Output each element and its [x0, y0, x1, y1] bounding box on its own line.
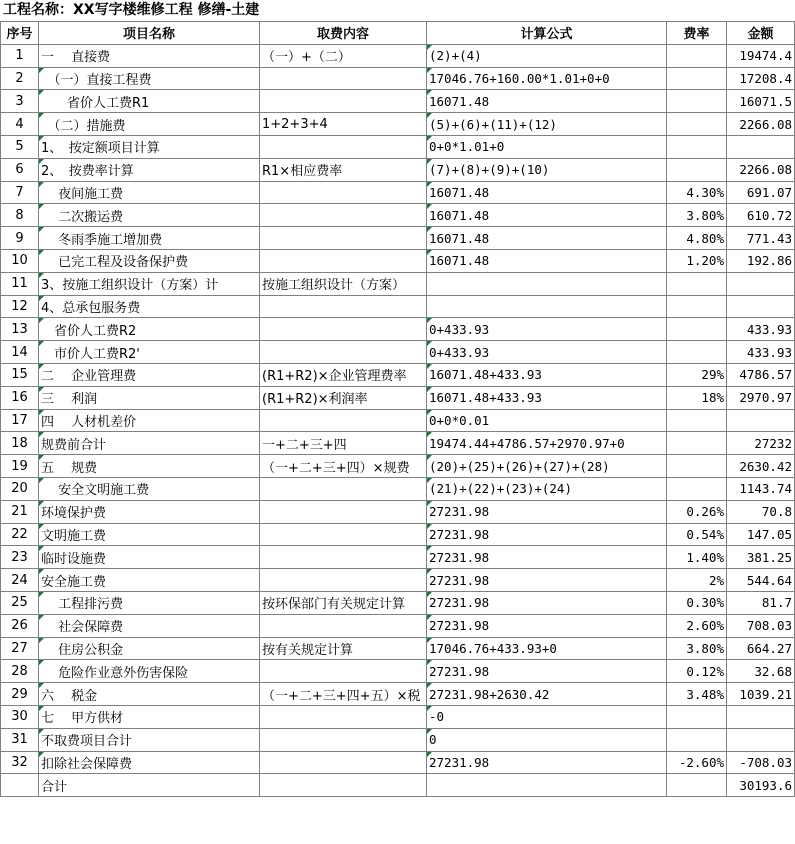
cell-seq[interactable]: 8: [1, 204, 39, 227]
table-row: [1, 113, 795, 136]
cell-content[interactable]: 一+二+三+四: [260, 432, 427, 455]
cell-name[interactable]: 省价人工费R2: [39, 318, 260, 341]
table-row: [1, 728, 795, 751]
cell-formula[interactable]: 16071.48: [427, 227, 667, 250]
cell-content[interactable]: (R1+R2)×利润率: [260, 386, 427, 409]
cell-formula[interactable]: 27231.98: [427, 569, 667, 592]
cell-name[interactable]: 扣除社会保障费: [39, 751, 260, 774]
cell-formula[interactable]: 27231.98: [427, 523, 667, 546]
cell-formula[interactable]: 16071.48+433.93: [427, 363, 667, 386]
cell-amount[interactable]: 691.07: [727, 181, 795, 204]
fee-table: [0, 21, 795, 797]
cell-rate[interactable]: [667, 135, 727, 158]
cell-amount[interactable]: 30193.6: [727, 774, 795, 797]
cell-rate[interactable]: 3.80%: [667, 204, 727, 227]
cell-rate[interactable]: [667, 113, 727, 136]
cell-content[interactable]: [260, 523, 427, 546]
cell-amount[interactable]: 16071.5: [727, 90, 795, 113]
cell-content[interactable]: [260, 546, 427, 569]
cell-content[interactable]: [260, 341, 427, 364]
cell-seq[interactable]: 23: [1, 546, 39, 569]
cell-formula[interactable]: 27231.98: [427, 546, 667, 569]
cell-amount[interactable]: 192.86: [727, 249, 795, 272]
cell-name[interactable]: 社会保障费: [39, 614, 260, 637]
cell-content[interactable]: [260, 90, 427, 113]
cell-name[interactable]: 六 税金: [39, 683, 260, 706]
cell-content[interactable]: [260, 67, 427, 90]
cell-name[interactable]: 住房公积金: [39, 637, 260, 660]
cell-rate[interactable]: 2%: [667, 569, 727, 592]
cell-seq[interactable]: 29: [1, 683, 39, 706]
cell-rate[interactable]: 1.20%: [667, 249, 727, 272]
cell-amount[interactable]: 32.68: [727, 660, 795, 683]
cell-rate[interactable]: 0.30%: [667, 591, 727, 614]
cell-name[interactable]: 市价人工费R2': [39, 341, 260, 364]
cell-name[interactable]: 冬雨季施工增加费: [39, 227, 260, 250]
cell-name[interactable]: 4、总承包服务费: [39, 295, 260, 318]
cell-formula[interactable]: 0: [427, 728, 667, 751]
cell-rate[interactable]: 3.48%: [667, 683, 727, 706]
cell-rate[interactable]: [667, 341, 727, 364]
cell-amount[interactable]: 2266.08: [727, 113, 795, 136]
cell-name[interactable]: 规费前合计: [39, 432, 260, 455]
cell-rate[interactable]: 0.26%: [667, 500, 727, 523]
table-row: [1, 363, 795, 386]
table-row: [1, 614, 795, 637]
cell-seq[interactable]: 19: [1, 455, 39, 478]
cell-seq[interactable]: 28: [1, 660, 39, 683]
cell-formula[interactable]: 16071.48: [427, 90, 667, 113]
cell-amount[interactable]: [727, 272, 795, 295]
cell-rate[interactable]: [667, 90, 727, 113]
cell-rate[interactable]: 0.12%: [667, 660, 727, 683]
table-row: [1, 432, 795, 455]
cell-name[interactable]: 安全文明施工费: [39, 477, 260, 500]
cell-name[interactable]: 3、按施工组织设计（方案）计: [39, 272, 260, 295]
header-content[interactable]: 取费内容: [260, 22, 427, 45]
cell-seq[interactable]: 1: [1, 44, 39, 67]
table-row: [1, 67, 795, 90]
cell-rate[interactable]: [667, 455, 727, 478]
cell-name[interactable]: 不取费项目合计: [39, 728, 260, 751]
cell-seq[interactable]: 15: [1, 363, 39, 386]
header-formula[interactable]: 计算公式: [427, 22, 667, 45]
cell-content[interactable]: [260, 569, 427, 592]
cell-amount[interactable]: 1143.74: [727, 477, 795, 500]
header-row: [1, 22, 795, 45]
cell-rate[interactable]: [667, 432, 727, 455]
cell-content[interactable]: [260, 477, 427, 500]
header-name[interactable]: 项目名称: [39, 22, 260, 45]
cell-amount[interactable]: [727, 705, 795, 728]
cell-amount[interactable]: [727, 295, 795, 318]
cell-formula[interactable]: (2)+(4): [427, 44, 667, 67]
cell-content[interactable]: 1+2+3+4: [260, 113, 427, 136]
table-row: [1, 204, 795, 227]
cell-seq[interactable]: 12: [1, 295, 39, 318]
cell-content[interactable]: [260, 660, 427, 683]
cell-amount[interactable]: 708.03: [727, 614, 795, 637]
cell-formula[interactable]: 0+0*1.01+0: [427, 135, 667, 158]
cell-seq[interactable]: 26: [1, 614, 39, 637]
table-row: [1, 455, 795, 478]
cell-seq[interactable]: 22: [1, 523, 39, 546]
cell-amount[interactable]: 381.25: [727, 546, 795, 569]
cell-amount[interactable]: [727, 409, 795, 432]
cell-rate[interactable]: 29%: [667, 363, 727, 386]
cell-seq[interactable]: 7: [1, 181, 39, 204]
cell-formula[interactable]: [427, 774, 667, 797]
cell-rate[interactable]: [667, 409, 727, 432]
table-row: [1, 705, 795, 728]
cell-seq[interactable]: [1, 774, 39, 797]
cell-amount[interactable]: [727, 728, 795, 751]
cell-content[interactable]: [260, 227, 427, 250]
cell-formula[interactable]: 16071.48: [427, 249, 667, 272]
cell-rate[interactable]: [667, 318, 727, 341]
cell-amount[interactable]: 2970.97: [727, 386, 795, 409]
table-row: [1, 227, 795, 250]
cell-rate[interactable]: -2.60%: [667, 751, 727, 774]
cell-content[interactable]: [260, 409, 427, 432]
cell-name[interactable]: 文明施工费: [39, 523, 260, 546]
cell-name[interactable]: 三 利润: [39, 386, 260, 409]
table-row: [1, 44, 795, 67]
cell-name[interactable]: （一）直接工程费: [39, 67, 260, 90]
cell-name[interactable]: 七 甲方供材: [39, 705, 260, 728]
cell-seq[interactable]: 17: [1, 409, 39, 432]
cell-seq[interactable]: 16: [1, 386, 39, 409]
cell-formula[interactable]: [427, 272, 667, 295]
cell-content[interactable]: [260, 135, 427, 158]
cell-seq[interactable]: 32: [1, 751, 39, 774]
cell-amount[interactable]: 4786.57: [727, 363, 795, 386]
cell-content[interactable]: [260, 204, 427, 227]
cell-content[interactable]: [260, 774, 427, 797]
cell-amount[interactable]: 70.8: [727, 500, 795, 523]
cell-formula[interactable]: (21)+(22)+(23)+(24): [427, 477, 667, 500]
table-row: [1, 546, 795, 569]
cell-name[interactable]: 危险作业意外伤害保险: [39, 660, 260, 683]
cell-seq[interactable]: 11: [1, 272, 39, 295]
cell-amount[interactable]: 433.93: [727, 341, 795, 364]
cell-amount[interactable]: -708.03: [727, 751, 795, 774]
cell-content[interactable]: [260, 705, 427, 728]
cell-formula[interactable]: 0+433.93: [427, 341, 667, 364]
cell-formula[interactable]: 0+433.93: [427, 318, 667, 341]
cell-formula[interactable]: 27231.98: [427, 500, 667, 523]
table-row: [1, 409, 795, 432]
header-rate[interactable]: 费率: [667, 22, 727, 45]
cell-name[interactable]: 工程排污费: [39, 591, 260, 614]
cell-rate[interactable]: 0.54%: [667, 523, 727, 546]
cell-formula[interactable]: 19474.44+4786.57+2970.97+0: [427, 432, 667, 455]
project-title: 工程名称：XX写字楼维修工程 修缮-土建: [3, 2, 260, 18]
cell-amount[interactable]: 81.7: [727, 591, 795, 614]
cell-formula[interactable]: 16071.48: [427, 181, 667, 204]
cell-formula[interactable]: [427, 295, 667, 318]
cell-content[interactable]: [260, 500, 427, 523]
cell-name[interactable]: 夜间施工费: [39, 181, 260, 204]
table-row: [1, 272, 795, 295]
table-row: [1, 295, 795, 318]
cell-seq[interactable]: 30: [1, 705, 39, 728]
cell-seq[interactable]: 18: [1, 432, 39, 455]
cell-name[interactable]: （二）措施费: [39, 113, 260, 136]
cell-amount[interactable]: 2266.08: [727, 158, 795, 181]
cell-formula[interactable]: (5)+(6)+(11)+(12): [427, 113, 667, 136]
table-row: [1, 341, 795, 364]
cell-content[interactable]: (R1+R2)×企业管理费率: [260, 363, 427, 386]
cell-rate[interactable]: [667, 44, 727, 67]
cell-formula[interactable]: 16071.48+433.93: [427, 386, 667, 409]
cell-content[interactable]: 按环保部门有关规定计算: [260, 591, 427, 614]
cell-seq[interactable]: 3: [1, 90, 39, 113]
cell-content[interactable]: （一+二+三+四）×规费: [260, 455, 427, 478]
cell-formula[interactable]: 27231.98: [427, 751, 667, 774]
table-row: [1, 523, 795, 546]
cell-amount[interactable]: 771.43: [727, 227, 795, 250]
table-row: [1, 774, 795, 797]
cell-formula[interactable]: 27231.98+2630.42: [427, 683, 667, 706]
cell-name[interactable]: 已完工程及设备保护费: [39, 249, 260, 272]
cell-content[interactable]: [260, 318, 427, 341]
cell-seq[interactable]: 6: [1, 158, 39, 181]
cell-seq[interactable]: 5: [1, 135, 39, 158]
cell-content[interactable]: 按有关规定计算: [260, 637, 427, 660]
cell-amount[interactable]: [727, 135, 795, 158]
cell-seq[interactable]: 31: [1, 728, 39, 751]
cell-content[interactable]: 按施工组织设计（方案）: [260, 272, 427, 295]
cell-rate[interactable]: 3.80%: [667, 637, 727, 660]
cell-rate[interactable]: 2.60%: [667, 614, 727, 637]
cell-seq[interactable]: 25: [1, 591, 39, 614]
cell-content[interactable]: [260, 249, 427, 272]
cell-rate[interactable]: 4.80%: [667, 227, 727, 250]
table-row: [1, 135, 795, 158]
cell-name[interactable]: 五 规费: [39, 455, 260, 478]
cell-rate[interactable]: 18%: [667, 386, 727, 409]
cell-rate[interactable]: [667, 774, 727, 797]
cell-formula[interactable]: 27231.98: [427, 614, 667, 637]
cell-name[interactable]: 1、 按定额项目计算: [39, 135, 260, 158]
cell-content[interactable]: [260, 751, 427, 774]
cell-amount[interactable]: 1039.21: [727, 683, 795, 706]
cell-formula[interactable]: -0: [427, 705, 667, 728]
cell-content[interactable]: [260, 181, 427, 204]
cell-formula[interactable]: 0+0*0.01: [427, 409, 667, 432]
cell-seq[interactable]: 2: [1, 67, 39, 90]
cell-content[interactable]: R1×相应费率: [260, 158, 427, 181]
table-row: [1, 751, 795, 774]
cell-amount[interactable]: 610.72: [727, 204, 795, 227]
cell-seq[interactable]: 9: [1, 227, 39, 250]
cell-rate[interactable]: [667, 67, 727, 90]
cell-formula[interactable]: 17046.76+160.00*1.01+0+0: [427, 67, 667, 90]
cell-name[interactable]: 二 企业管理费: [39, 363, 260, 386]
cell-content[interactable]: （一+二+三+四+五）×税: [260, 683, 427, 706]
cell-rate[interactable]: 4.30%: [667, 181, 727, 204]
cell-rate[interactable]: [667, 477, 727, 500]
table-row: [1, 683, 795, 706]
cell-rate[interactable]: [667, 295, 727, 318]
cell-formula[interactable]: 16071.48: [427, 204, 667, 227]
cell-name[interactable]: 临时设施费: [39, 546, 260, 569]
table-row: [1, 181, 795, 204]
cell-rate[interactable]: [667, 728, 727, 751]
cell-content[interactable]: [260, 614, 427, 637]
cell-formula[interactable]: (7)+(8)+(9)+(10): [427, 158, 667, 181]
cell-name[interactable]: 一 直接费: [39, 44, 260, 67]
table-row: [1, 90, 795, 113]
cell-formula[interactable]: 27231.98: [427, 660, 667, 683]
table-row: [1, 318, 795, 341]
cell-seq[interactable]: 27: [1, 637, 39, 660]
cell-seq[interactable]: 4: [1, 113, 39, 136]
cell-seq[interactable]: 10: [1, 249, 39, 272]
cell-seq[interactable]: 14: [1, 341, 39, 364]
cell-amount[interactable]: 19474.4: [727, 44, 795, 67]
cell-name[interactable]: 合计: [39, 774, 260, 797]
cell-amount[interactable]: 664.27: [727, 637, 795, 660]
table-row: [1, 249, 795, 272]
table-row: [1, 637, 795, 660]
cell-amount[interactable]: 27232: [727, 432, 795, 455]
cell-amount[interactable]: 17208.4: [727, 67, 795, 90]
cell-seq[interactable]: 13: [1, 318, 39, 341]
cell-content[interactable]: [260, 728, 427, 751]
table-row: [1, 158, 795, 181]
cell-seq[interactable]: 21: [1, 500, 39, 523]
cell-name[interactable]: 安全施工费: [39, 569, 260, 592]
table-row: [1, 477, 795, 500]
table-row: [1, 386, 795, 409]
cell-rate[interactable]: [667, 705, 727, 728]
cell-amount[interactable]: 2630.42: [727, 455, 795, 478]
cell-name[interactable]: 二次搬运费: [39, 204, 260, 227]
cell-amount[interactable]: 433.93: [727, 318, 795, 341]
cell-formula[interactable]: (20)+(25)+(26)+(27)+(28): [427, 455, 667, 478]
header-seq[interactable]: 序号: [1, 22, 39, 45]
table-row: [1, 569, 795, 592]
cell-seq[interactable]: 24: [1, 569, 39, 592]
cell-formula[interactable]: 27231.98: [427, 591, 667, 614]
cell-rate[interactable]: [667, 272, 727, 295]
cell-rate[interactable]: 1.40%: [667, 546, 727, 569]
cell-rate[interactable]: [667, 158, 727, 181]
cell-amount[interactable]: 147.05: [727, 523, 795, 546]
cell-formula[interactable]: 17046.76+433.93+0: [427, 637, 667, 660]
cell-name[interactable]: 四 人材机差价: [39, 409, 260, 432]
header-amount[interactable]: 金额: [727, 22, 795, 45]
cell-seq[interactable]: 20: [1, 477, 39, 500]
cell-content[interactable]: （一）+（二）: [260, 44, 427, 67]
cell-amount[interactable]: 544.64: [727, 569, 795, 592]
cell-name[interactable]: 环境保护费: [39, 500, 260, 523]
table-row: [1, 591, 795, 614]
table-row: [1, 660, 795, 683]
cell-name[interactable]: 省价人工费R1: [39, 90, 260, 113]
cell-name[interactable]: 2、 按费率计算: [39, 158, 260, 181]
table-row: [1, 500, 795, 523]
cell-content[interactable]: [260, 295, 427, 318]
